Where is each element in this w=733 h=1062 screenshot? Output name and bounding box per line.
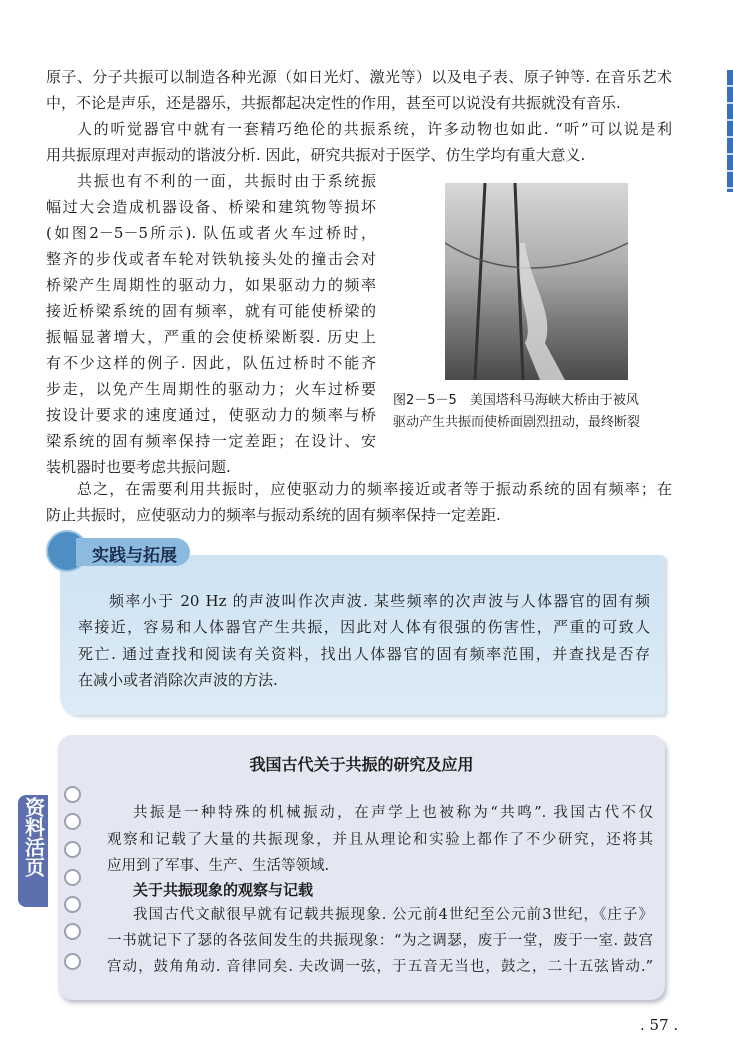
- binder-ring-icon: [64, 953, 81, 970]
- figure-caption: 驱动产生共振而使桥面剧烈扭动，最终断裂: [393, 415, 641, 430]
- resource-line: 应用到了军事、生产、生活等领域.: [107, 858, 330, 874]
- binder-ring-icon: [64, 923, 81, 940]
- text-line: 人的听觉器官中就有一套精巧绝伦的共振系统，许多动物也如此. “听”可以说是利: [77, 120, 672, 138]
- text-line: 装机器时也要考虑共振问题.: [46, 458, 231, 476]
- binder-ring-icon: [64, 869, 81, 886]
- binder-ring-icon: [64, 896, 81, 913]
- resource-title: 我国古代关于共振的研究及应用: [249, 755, 474, 774]
- resource-tab-label: 资料活页: [21, 797, 46, 877]
- text-line: 整齐的步伐或者车轮对铁轨接头处的撞击会对: [46, 250, 376, 268]
- resource-line: 共振是一种特殊的机械振动，在声学上也被称为“共鸣”. 我国古代不仅: [133, 805, 653, 821]
- practice-line: 死亡. 通过查找和阅读有关资料，找出人体器官的固有频率范围，并查找是否存: [78, 645, 650, 663]
- practice-line: 频率小于 20 Hz 的声波叫作次声波. 某些频率的次声波与人体器官的固有频: [109, 592, 650, 610]
- text-line: 原子、分子共振可以制造各种光源（如日光灯、激光等）以及电子表、原子钟等. 在音乐艺术: [46, 68, 672, 86]
- text-line: 有不少这样的例子. 因此，队伍过桥时不能齐: [46, 354, 376, 372]
- text-line: 防止共振时，应使驱动力的频率与振动系统的固有频率保持一定差距.: [46, 506, 501, 524]
- binder-ring-icon: [64, 786, 81, 803]
- resource-line: 宫动，鼓角角动. 音律同矣. 夫改调一弦，于五音无当也，鼓之，二十五弦皆动.”: [107, 959, 653, 975]
- practice-badge: [46, 530, 192, 572]
- text-line: 桥梁产生周期性的驱动力，如果驱动力的频率: [46, 276, 376, 294]
- resource-tab: [18, 795, 48, 907]
- resource-line: 一书就记下了瑟的各弦间发生的共振现象：“为之调瑟，废于一堂，废于一室. 鼓宫: [107, 933, 653, 949]
- text-line: 共振也有不利的一面，共振时由于系统振: [77, 172, 376, 190]
- text-line: 步走，以免产生周期性的驱动力；火车过桥要: [46, 380, 376, 398]
- practice-line: 率接近，容易和人体器官产生共振，因此对人体有很强的伤害性，严重的可致人: [78, 618, 650, 636]
- binder-ring-icon: [64, 841, 81, 858]
- chapter-edge-tab: [727, 70, 733, 192]
- text-line: 幅过大会造成机器设备、桥梁和建筑物等损坏: [46, 198, 376, 216]
- page-number: . 57 .: [640, 1016, 679, 1034]
- text-line: 梁系统的固有频率保持一定差距；在设计、安: [46, 432, 376, 450]
- text-line: 用共振原理对声振动的谐波分析. 因此，研究共振对于医学、仿生学均有重大意义.: [46, 146, 586, 164]
- text-line: 振幅显著增大，严重的会使桥梁断裂. 历史上: [46, 328, 376, 346]
- text-line: 按设计要求的速度通过，使驱动力的频率与桥: [46, 406, 376, 424]
- text-line: 中，不论是声乐，还是器乐，共振都起决定性的作用，甚至可以说没有共振就没有音乐.: [46, 94, 621, 112]
- text-line: (如图2－5－5所示). 队伍或者火车过桥时，: [46, 224, 376, 242]
- bridge-photo: [445, 183, 628, 380]
- text-line: 总之，在需要利用共振时，应使驱动力的频率接近或者等于振动系统的固有频率；在: [77, 480, 672, 498]
- text-line: 接近桥梁系统的固有频率，就有可能使桥梁的: [46, 302, 376, 320]
- figure-caption: 图2－5－5 美国塔科马海峡大桥由于被风: [393, 393, 639, 408]
- resource-line: 我国古代文献很早就有记载共振现象. 公元前4世纪至公元前3世纪，《庄子》: [133, 907, 653, 923]
- practice-title: 实践与拓展: [92, 546, 177, 566]
- resource-line: 观察和记载了大量的共振现象，并且从理论和实验上都作了不少研究，还将其: [107, 832, 653, 848]
- practice-line: 在减小或者消除次声波的方法.: [78, 671, 278, 689]
- binder-ring-icon: [64, 813, 81, 830]
- resource-subheading: 关于共振现象的观察与记载: [133, 881, 314, 899]
